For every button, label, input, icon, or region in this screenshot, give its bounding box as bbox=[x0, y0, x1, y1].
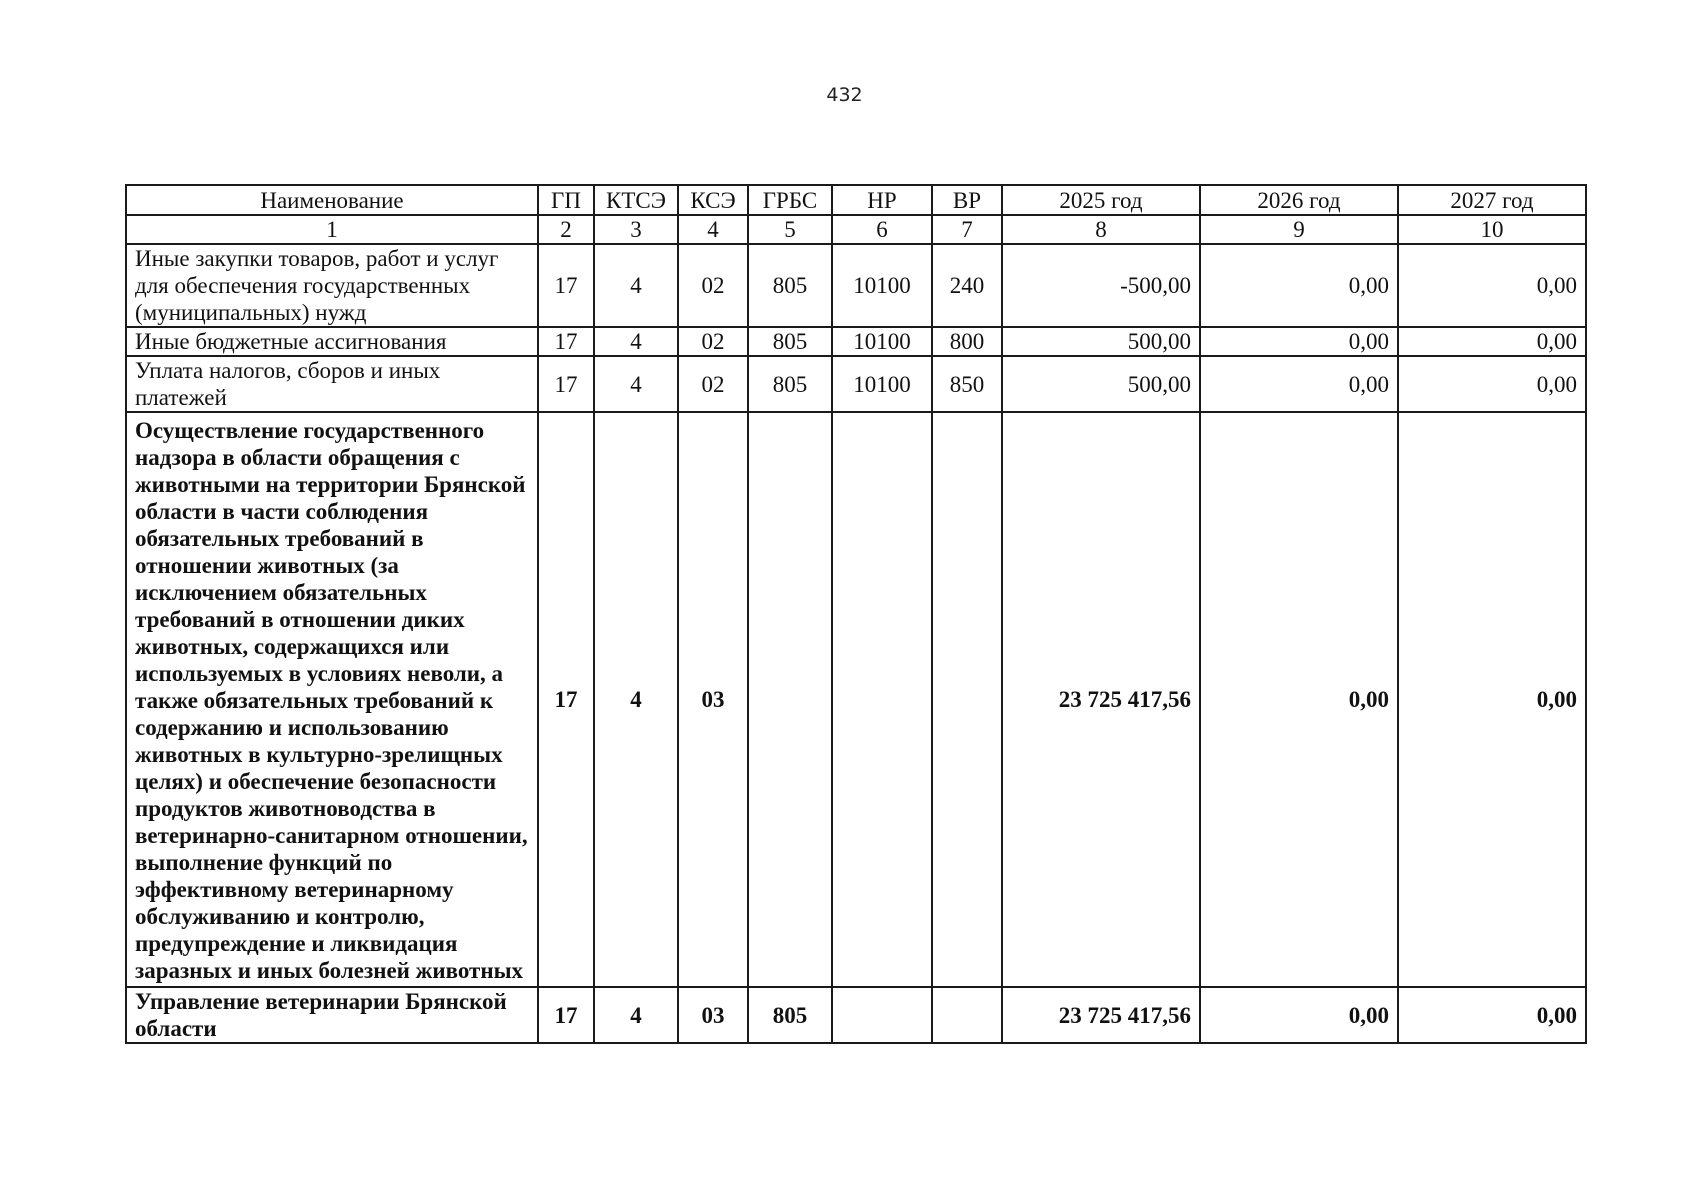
row-2027: 0,00 bbox=[1398, 987, 1586, 1043]
row-2025: 500,00 bbox=[1002, 327, 1200, 356]
row-nr: 10100 bbox=[832, 356, 932, 412]
row-2027: 0,00 bbox=[1398, 412, 1586, 987]
row-grbs: 805 bbox=[748, 356, 832, 412]
row-ktse: 4 bbox=[594, 356, 678, 412]
row-grbs: 805 bbox=[748, 987, 832, 1043]
row-nr bbox=[832, 987, 932, 1043]
column-number: 1 bbox=[126, 215, 538, 244]
row-2025: 23 725 417,56 bbox=[1002, 987, 1200, 1043]
column-number-row bbox=[126, 215, 1586, 244]
row-vr bbox=[932, 412, 1002, 987]
row-2025: 23 725 417,56 bbox=[1002, 412, 1200, 987]
row-2025: -500,00 bbox=[1002, 244, 1200, 327]
row-kse: 02 bbox=[678, 244, 748, 327]
budget-table bbox=[125, 184, 1587, 1044]
header-vr: ВР bbox=[932, 185, 1002, 215]
row-ktse: 4 bbox=[594, 244, 678, 327]
row-name: Иные закупки товаров, работ и услуг для обеспечения государственных (муниципальных) нужд bbox=[126, 244, 538, 327]
row-nr: 10100 bbox=[832, 327, 932, 356]
row-gp: 17 bbox=[538, 987, 594, 1043]
row-2026: 0,00 bbox=[1200, 356, 1398, 412]
table-row bbox=[126, 244, 1586, 327]
row-name: Иные бюджетные ассигнования bbox=[126, 327, 538, 356]
row-grbs: 805 bbox=[748, 244, 832, 327]
row-ktse: 4 bbox=[594, 987, 678, 1043]
row-vr bbox=[932, 987, 1002, 1043]
row-kse: 03 bbox=[678, 412, 748, 987]
column-number: 9 bbox=[1200, 215, 1398, 244]
row-vr: 850 bbox=[932, 356, 1002, 412]
row-2026: 0,00 bbox=[1200, 244, 1398, 327]
table-row bbox=[126, 987, 1586, 1043]
header-nr: НР bbox=[832, 185, 932, 215]
row-vr: 800 bbox=[932, 327, 1002, 356]
page-number: 432 bbox=[826, 84, 863, 106]
row-gp: 17 bbox=[538, 327, 594, 356]
row-nr: 10100 bbox=[832, 244, 932, 327]
column-number: 3 bbox=[594, 215, 678, 244]
header-gp: ГП bbox=[538, 185, 594, 215]
row-vr: 240 bbox=[932, 244, 1002, 327]
row-name: Уплата налогов, сборов и иных платежей bbox=[126, 356, 538, 412]
row-2026: 0,00 bbox=[1200, 327, 1398, 356]
column-number: 10 bbox=[1398, 215, 1586, 244]
row-name: Осуществление государственного надзора в области обращения с животными на территории Брянской области в части соблюдения обязательных требований в отношении животных (за исключением обязательных требований в отношении диких животных, содержащихся или используемых в условиях неволи, а также обязательных требований к содержанию и использованию животных в культурно-зрелищных целях) и обеспечение безопасности продуктов животноводства в ветеринарно-санитарном отношении, выполнение функций по эффективному ветеринарному обслуживанию и контролю, предупреждение и ликвидация заразных и иных болезней животных bbox=[126, 412, 538, 987]
row-nr bbox=[832, 412, 932, 987]
row-2026: 0,00 bbox=[1200, 987, 1398, 1043]
column-number: 5 bbox=[748, 215, 832, 244]
header-row bbox=[126, 185, 1586, 215]
row-kse: 03 bbox=[678, 987, 748, 1043]
header-2027: 2027 год bbox=[1398, 185, 1586, 215]
column-number: 8 bbox=[1002, 215, 1200, 244]
row-2027: 0,00 bbox=[1398, 244, 1586, 327]
row-2026: 0,00 bbox=[1200, 412, 1398, 987]
column-number: 6 bbox=[832, 215, 932, 244]
table-row bbox=[126, 412, 1586, 987]
row-kse: 02 bbox=[678, 327, 748, 356]
header-2026: 2026 год bbox=[1200, 185, 1398, 215]
header-name: Наименование bbox=[126, 185, 538, 215]
header-2025: 2025 год bbox=[1002, 185, 1200, 215]
row-gp: 17 bbox=[538, 356, 594, 412]
row-2027: 0,00 bbox=[1398, 356, 1586, 412]
column-number: 4 bbox=[678, 215, 748, 244]
header-kse: КСЭ bbox=[678, 185, 748, 215]
column-number: 2 bbox=[538, 215, 594, 244]
row-name: Управление ветеринарии Брянской области bbox=[126, 987, 538, 1043]
table-row bbox=[126, 356, 1586, 412]
table-row bbox=[126, 327, 1586, 356]
row-ktse: 4 bbox=[594, 327, 678, 356]
header-grbs: ГРБС bbox=[748, 185, 832, 215]
row-2025: 500,00 bbox=[1002, 356, 1200, 412]
row-2027: 0,00 bbox=[1398, 327, 1586, 356]
row-ktse: 4 bbox=[594, 412, 678, 987]
row-grbs bbox=[748, 412, 832, 987]
header-ktse: КТСЭ bbox=[594, 185, 678, 215]
row-kse: 02 bbox=[678, 356, 748, 412]
column-number: 7 bbox=[932, 215, 1002, 244]
row-gp: 17 bbox=[538, 244, 594, 327]
row-gp: 17 bbox=[538, 412, 594, 987]
row-grbs: 805 bbox=[748, 327, 832, 356]
